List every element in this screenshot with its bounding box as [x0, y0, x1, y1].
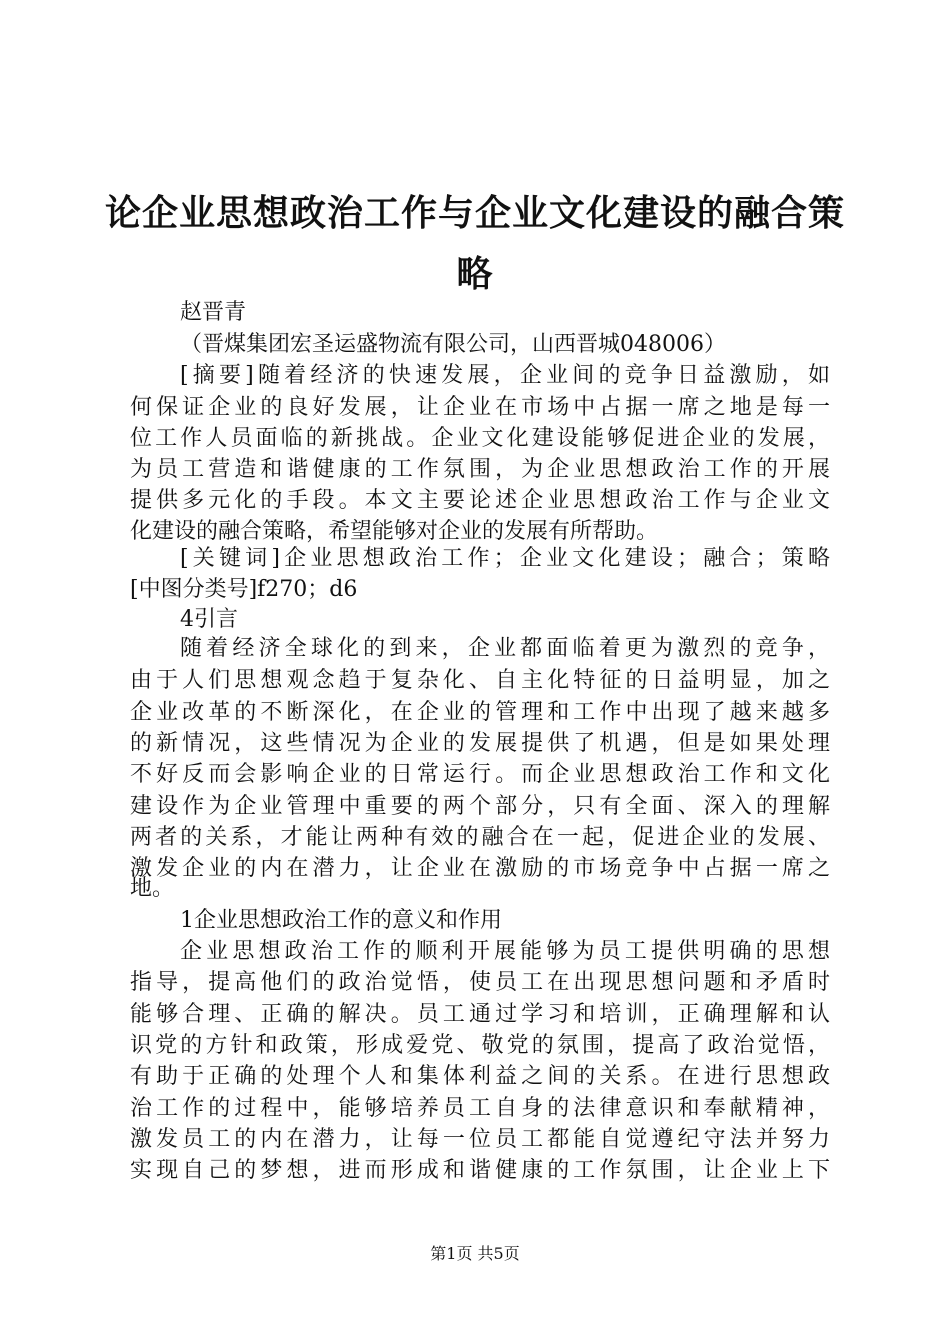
author-name: 赵晋青 [180, 300, 247, 325]
body-line: 建设作为企业管理中重要的两个部分，只有全面、深入的理解 [130, 794, 830, 819]
body-line: 识党的方针和政策，形成爱党、敬党的氛围，提高了政治觉悟， [130, 1033, 830, 1058]
body-line: 实现自己的梦想，进而形成和谐健康的工作氛围，让企业上下 [130, 1158, 830, 1183]
body-line: 激发企业的内在潜力，让企业在激励的市场竞争中占据一席之 [130, 856, 830, 881]
body-line: 治工作的过程中，能够培养员工自身的法律意识和奉献精神， [130, 1096, 830, 1121]
body-line: 两者的关系，才能让两种有效的融合在一起，促进企业的发展、 [130, 825, 830, 850]
keywords-line: [关键词]企业思想政治工作；企业文化建设；融合；策略 [180, 546, 830, 571]
classification-line: [中图分类号]f270；d6 [130, 577, 358, 602]
body-line: 的新情况，这些情况为企业的发展提供了机遇，但是如果处理 [130, 731, 830, 756]
section-heading-1: 1企业思想政治工作的意义和作用 [180, 908, 502, 933]
abstract-line: 提供多元化的手段。本文主要论述企业思想政治工作与企业文 [130, 488, 830, 513]
abstract-line: 为员工营造和谐健康的工作氛围，为企业思想政治工作的开展 [130, 457, 830, 482]
author-affiliation: （晋煤集团宏圣运盛物流有限公司，山西晋城048006） [180, 332, 726, 357]
body-line: 不好反而会影响企业的日常运行。而企业思想政治工作和文化 [130, 762, 830, 787]
body-line: 地。 [130, 876, 175, 901]
body-line: 激发员工的内在潜力，让每一位员工都能自觉遵纪守法并努力 [130, 1127, 830, 1152]
page-footer: 第1页 共5页 [430, 1244, 520, 1263]
section-heading-introduction: 4引言 [180, 607, 238, 632]
body-line: 能够合理、正确的解决。员工通过学习和培训，正确理解和认 [130, 1002, 830, 1027]
body-line: 指导，提高他们的政治觉悟，使员工在出现思想问题和矛盾时 [130, 970, 830, 995]
document-title-line-1: 论企业思想政治工作与企业文化建设的融合策 [104, 192, 845, 234]
document-title-line-2: 略 [456, 253, 494, 295]
abstract-line: 化建设的融合策略，希望能够对企业的发展有所帮助。 [130, 519, 659, 544]
abstract-line: 何保证企业的良好发展，让企业在市场中占据一席之地是每一 [130, 395, 830, 420]
body-line: 企业改革的不断深化，在企业的管理和工作中出现了越来越多 [130, 700, 830, 725]
body-line: 有助于正确的处理个人和集体利益之间的关系。在进行思想政 [130, 1064, 830, 1089]
body-line: 企业思想政治工作的顺利开展能够为员工提供明确的思想 [180, 939, 830, 964]
body-line: 由于人们思想观念趋于复杂化、自主化特征的日益明显，加之 [130, 668, 830, 693]
abstract-line: 位工作人员面临的新挑战。企业文化建设能够促进企业的发展， [130, 426, 830, 451]
abstract-line: [摘要]随着经济的快速发展，企业间的竞争日益激励，如 [180, 363, 830, 388]
body-line: 随着经济全球化的到来，企业都面临着更为激烈的竞争， [180, 636, 830, 661]
